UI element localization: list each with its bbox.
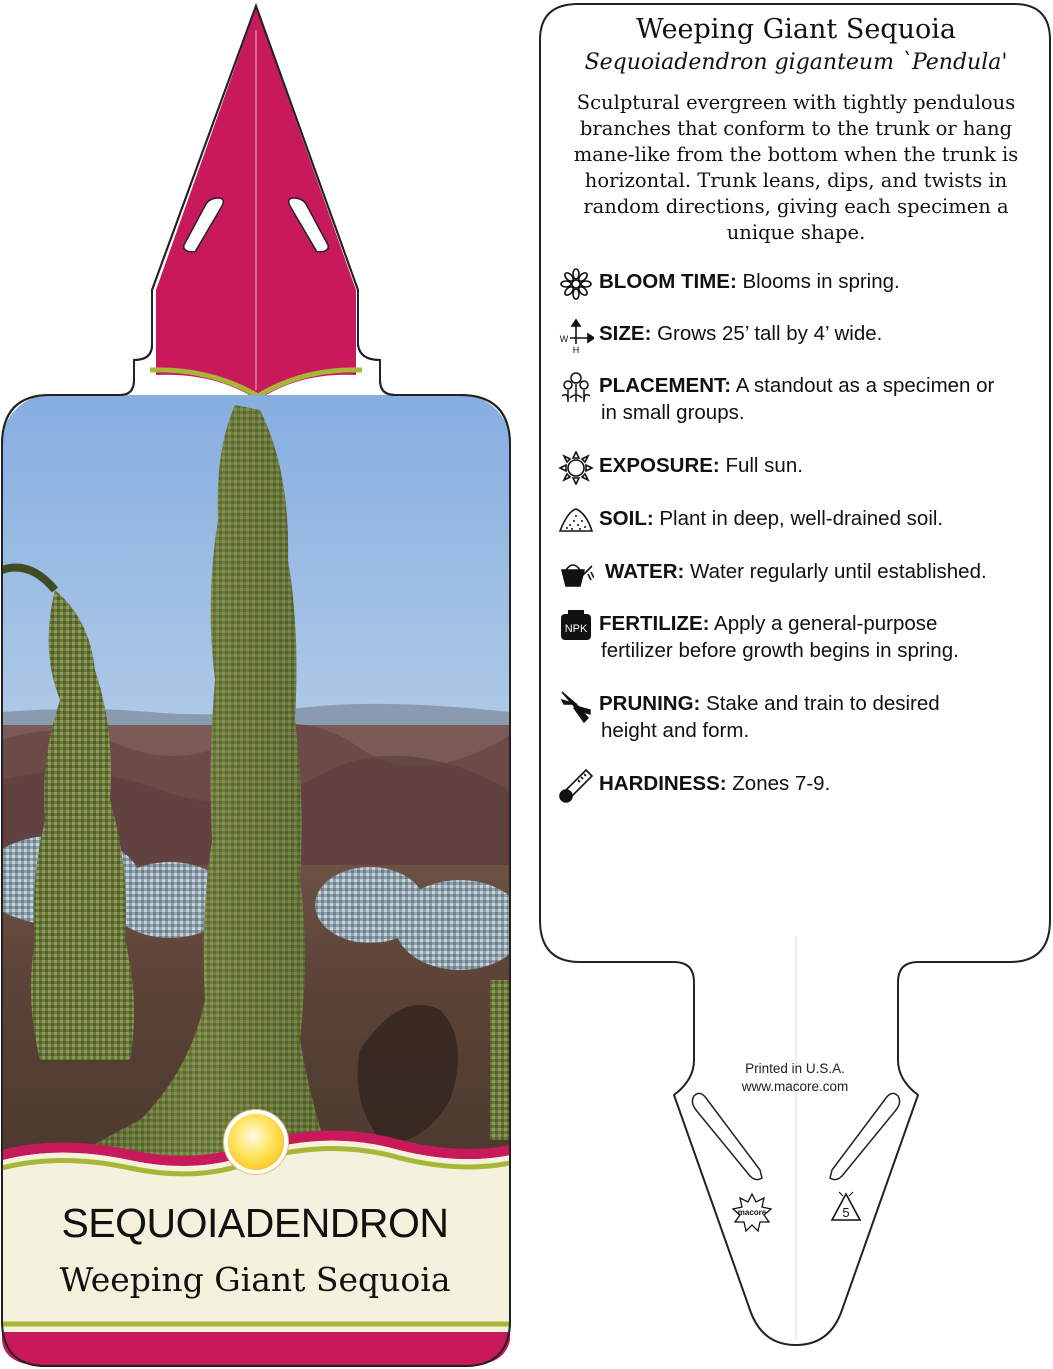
website-text: www.macore.com xyxy=(741,1079,849,1094)
placement-icon xyxy=(558,370,594,406)
care-text-cont: height and form. xyxy=(601,719,750,742)
fertilizer-icon xyxy=(558,608,594,644)
watering-can-icon xyxy=(558,556,594,592)
pruners-icon xyxy=(558,688,594,724)
plant-description: Sculptural evergreen with tightly pendulous branches that conform to the trunk or hang mane-like from the bottom when the trunk is horizontal. Trunk leans, dips, and twists in random directions, giving each specimen a unique shape. xyxy=(573,91,1019,244)
front-common-name: Weeping Giant Sequoia xyxy=(59,1260,451,1299)
back-scientific-name: Sequoiadendron giganteum `Pendula' xyxy=(584,50,1008,75)
care-text-cont: in small groups. xyxy=(601,401,745,424)
care-text: Water regularly until established. xyxy=(690,560,987,583)
full-sun-badge xyxy=(228,1114,284,1170)
care-text: Apply a general-purpose xyxy=(714,612,938,635)
care-text: Grows 25’ tall by 4’ wide. xyxy=(657,322,883,345)
size-h-label: H xyxy=(572,345,580,354)
size-w-label: W xyxy=(559,334,569,344)
recycle-number: 5 xyxy=(842,1205,850,1220)
care-text: Blooms in spring. xyxy=(742,270,900,293)
thermometer-icon xyxy=(558,768,594,804)
printed-in-text: Printed in U.S.A. xyxy=(745,1061,845,1076)
size-icon xyxy=(558,318,594,354)
care-text: Stake and train to desired xyxy=(706,692,940,715)
back-common-name: Weeping Giant Sequoia xyxy=(636,14,956,45)
care-label: FERTILIZE: xyxy=(599,612,710,635)
front-genus-name: SEQUOIADENDRON xyxy=(61,1200,449,1246)
flower-icon xyxy=(558,266,594,302)
care-text: Plant in deep, well-drained soil. xyxy=(659,507,944,530)
care-label: PLACEMENT: xyxy=(599,374,732,397)
care-text-cont: fertilizer before growth begins in spring. xyxy=(601,639,959,662)
care-text: Zones 7-9. xyxy=(732,772,831,795)
care-label: EXPOSURE: xyxy=(599,454,720,477)
care-label: WATER: xyxy=(605,560,685,583)
plant-photo xyxy=(0,395,525,1195)
logo-text: macore xyxy=(737,1208,767,1217)
care-label: BLOOM TIME: xyxy=(599,270,737,293)
care-label: SOIL: xyxy=(599,507,654,530)
npk-label: NPK xyxy=(564,623,588,635)
care-text: A standout as a specimen or xyxy=(735,374,995,397)
care-label: HARDINESS: xyxy=(599,772,727,795)
printed-info xyxy=(700,1060,890,1096)
care-label: SIZE: xyxy=(599,322,652,345)
soil-icon xyxy=(558,503,594,539)
care-text: Full sun. xyxy=(725,454,803,477)
sun-icon xyxy=(558,450,594,486)
care-label: PRUNING: xyxy=(599,692,701,715)
